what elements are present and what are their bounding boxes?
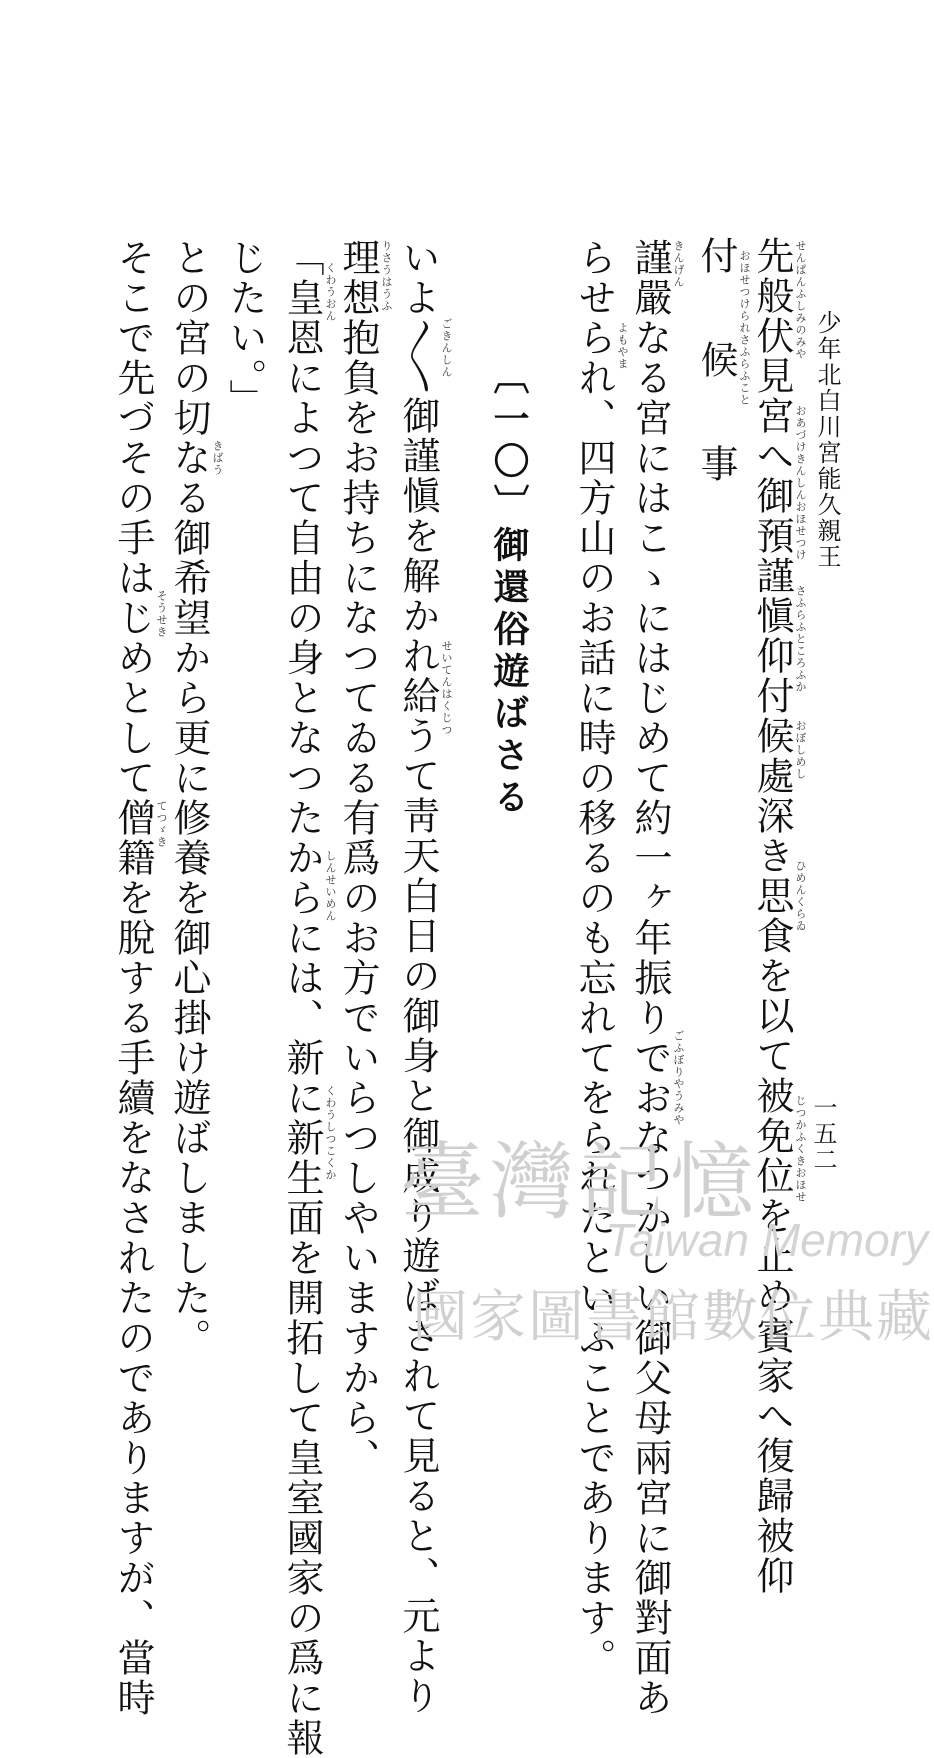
- ruby-gokinshin: ごきんしん: [440, 318, 453, 378]
- ruby-kibou: きばう: [211, 440, 224, 476]
- text-line-7: 「皇恩によつて自由の身となつたからには、新に新生面を開拓して皇室國家の爲に報: [280, 238, 324, 1758]
- ruby-jikka-fukki: じつかふくきおほせ: [794, 1095, 807, 1203]
- ruby-souseki: そうせき: [155, 590, 168, 638]
- ruby-sourou-tokoro: さふらふところふか: [794, 585, 807, 693]
- text-line-3: 謹嚴なる宮にはこゝにはじめて約一ヶ年振りでおなつかしい御父母兩宮に御對面あ: [628, 238, 672, 1718]
- text-line-2: 付 候 事: [694, 236, 738, 496]
- text-line-6: 理想抱負をお持ちになつてゐる有爲のお方でいらつしやいますから、: [336, 238, 380, 1478]
- running-title: 少年北白川宮能久親王: [813, 310, 841, 570]
- page-number: 一五二: [809, 1095, 837, 1173]
- watermark-main-text: 臺灣記憶: [400, 1133, 761, 1231]
- text-line-4: らせられ、四方山のお話に時の移るのも忘れてをられたといふことであります。: [572, 238, 616, 1678]
- ruby-senpan-fushiminomiya: せんぱんふしみのみや: [794, 240, 807, 360]
- ruby-gofubo: ごふぼりやうみや: [672, 1030, 685, 1126]
- section-heading: 〔一〇〕御還俗遊ばさる: [488, 358, 530, 820]
- ruby-yomoyama: よもやま: [616, 322, 629, 370]
- text-line-1: 先般伏見宮へ御預謹愼仰付候處深き思食を以て被免位を止め賓家へ復歸被仰: [750, 236, 794, 1596]
- text-line-5: いよ〳〵御謹愼を解かれ給うて靑天白日の御身と御成り遊ばされて見ると、元より: [396, 238, 440, 1716]
- ruby-shinseimen: しんせいめん: [324, 850, 337, 922]
- text-line-9: との宮の切なる御希望から更に修養を御心掛け遊ばしました。: [167, 238, 211, 1358]
- ruby-koushitsu-kokka: くわうしつこくか: [324, 1085, 337, 1181]
- ruby-oboshimeshi: おぼしめし: [794, 720, 807, 780]
- ruby-kouon: くわうおん: [324, 262, 337, 322]
- ruby-risou-houfu: りさうはうふ: [380, 240, 393, 312]
- ruby-oazuke-kinshin: おあづけきんしんおほせつけ: [794, 405, 807, 561]
- ruby-himen-kurai: ひめんくらゐ: [794, 860, 807, 932]
- ruby-kingen: きんげん: [672, 240, 685, 288]
- watermark: [380, 1115, 934, 1355]
- ruby-seiten-hakujitsu: せいてんはくじつ: [440, 640, 453, 736]
- ruby-tetsuzuki: てつゞき: [155, 800, 168, 848]
- text-line-10: そこで先づその手はじめとして僧籍を脫する手續をなされたのでありますが、當時: [111, 238, 155, 1718]
- text-line-8: じたい。」: [223, 238, 267, 419]
- ruby-oosetsukerare: おほせつけられさふらふこと: [738, 250, 751, 406]
- watermark-sub-text: 國家圖書館數位典藏: [412, 1285, 934, 1350]
- watermark-english-text: Taiwan Memory: [605, 1214, 928, 1266]
